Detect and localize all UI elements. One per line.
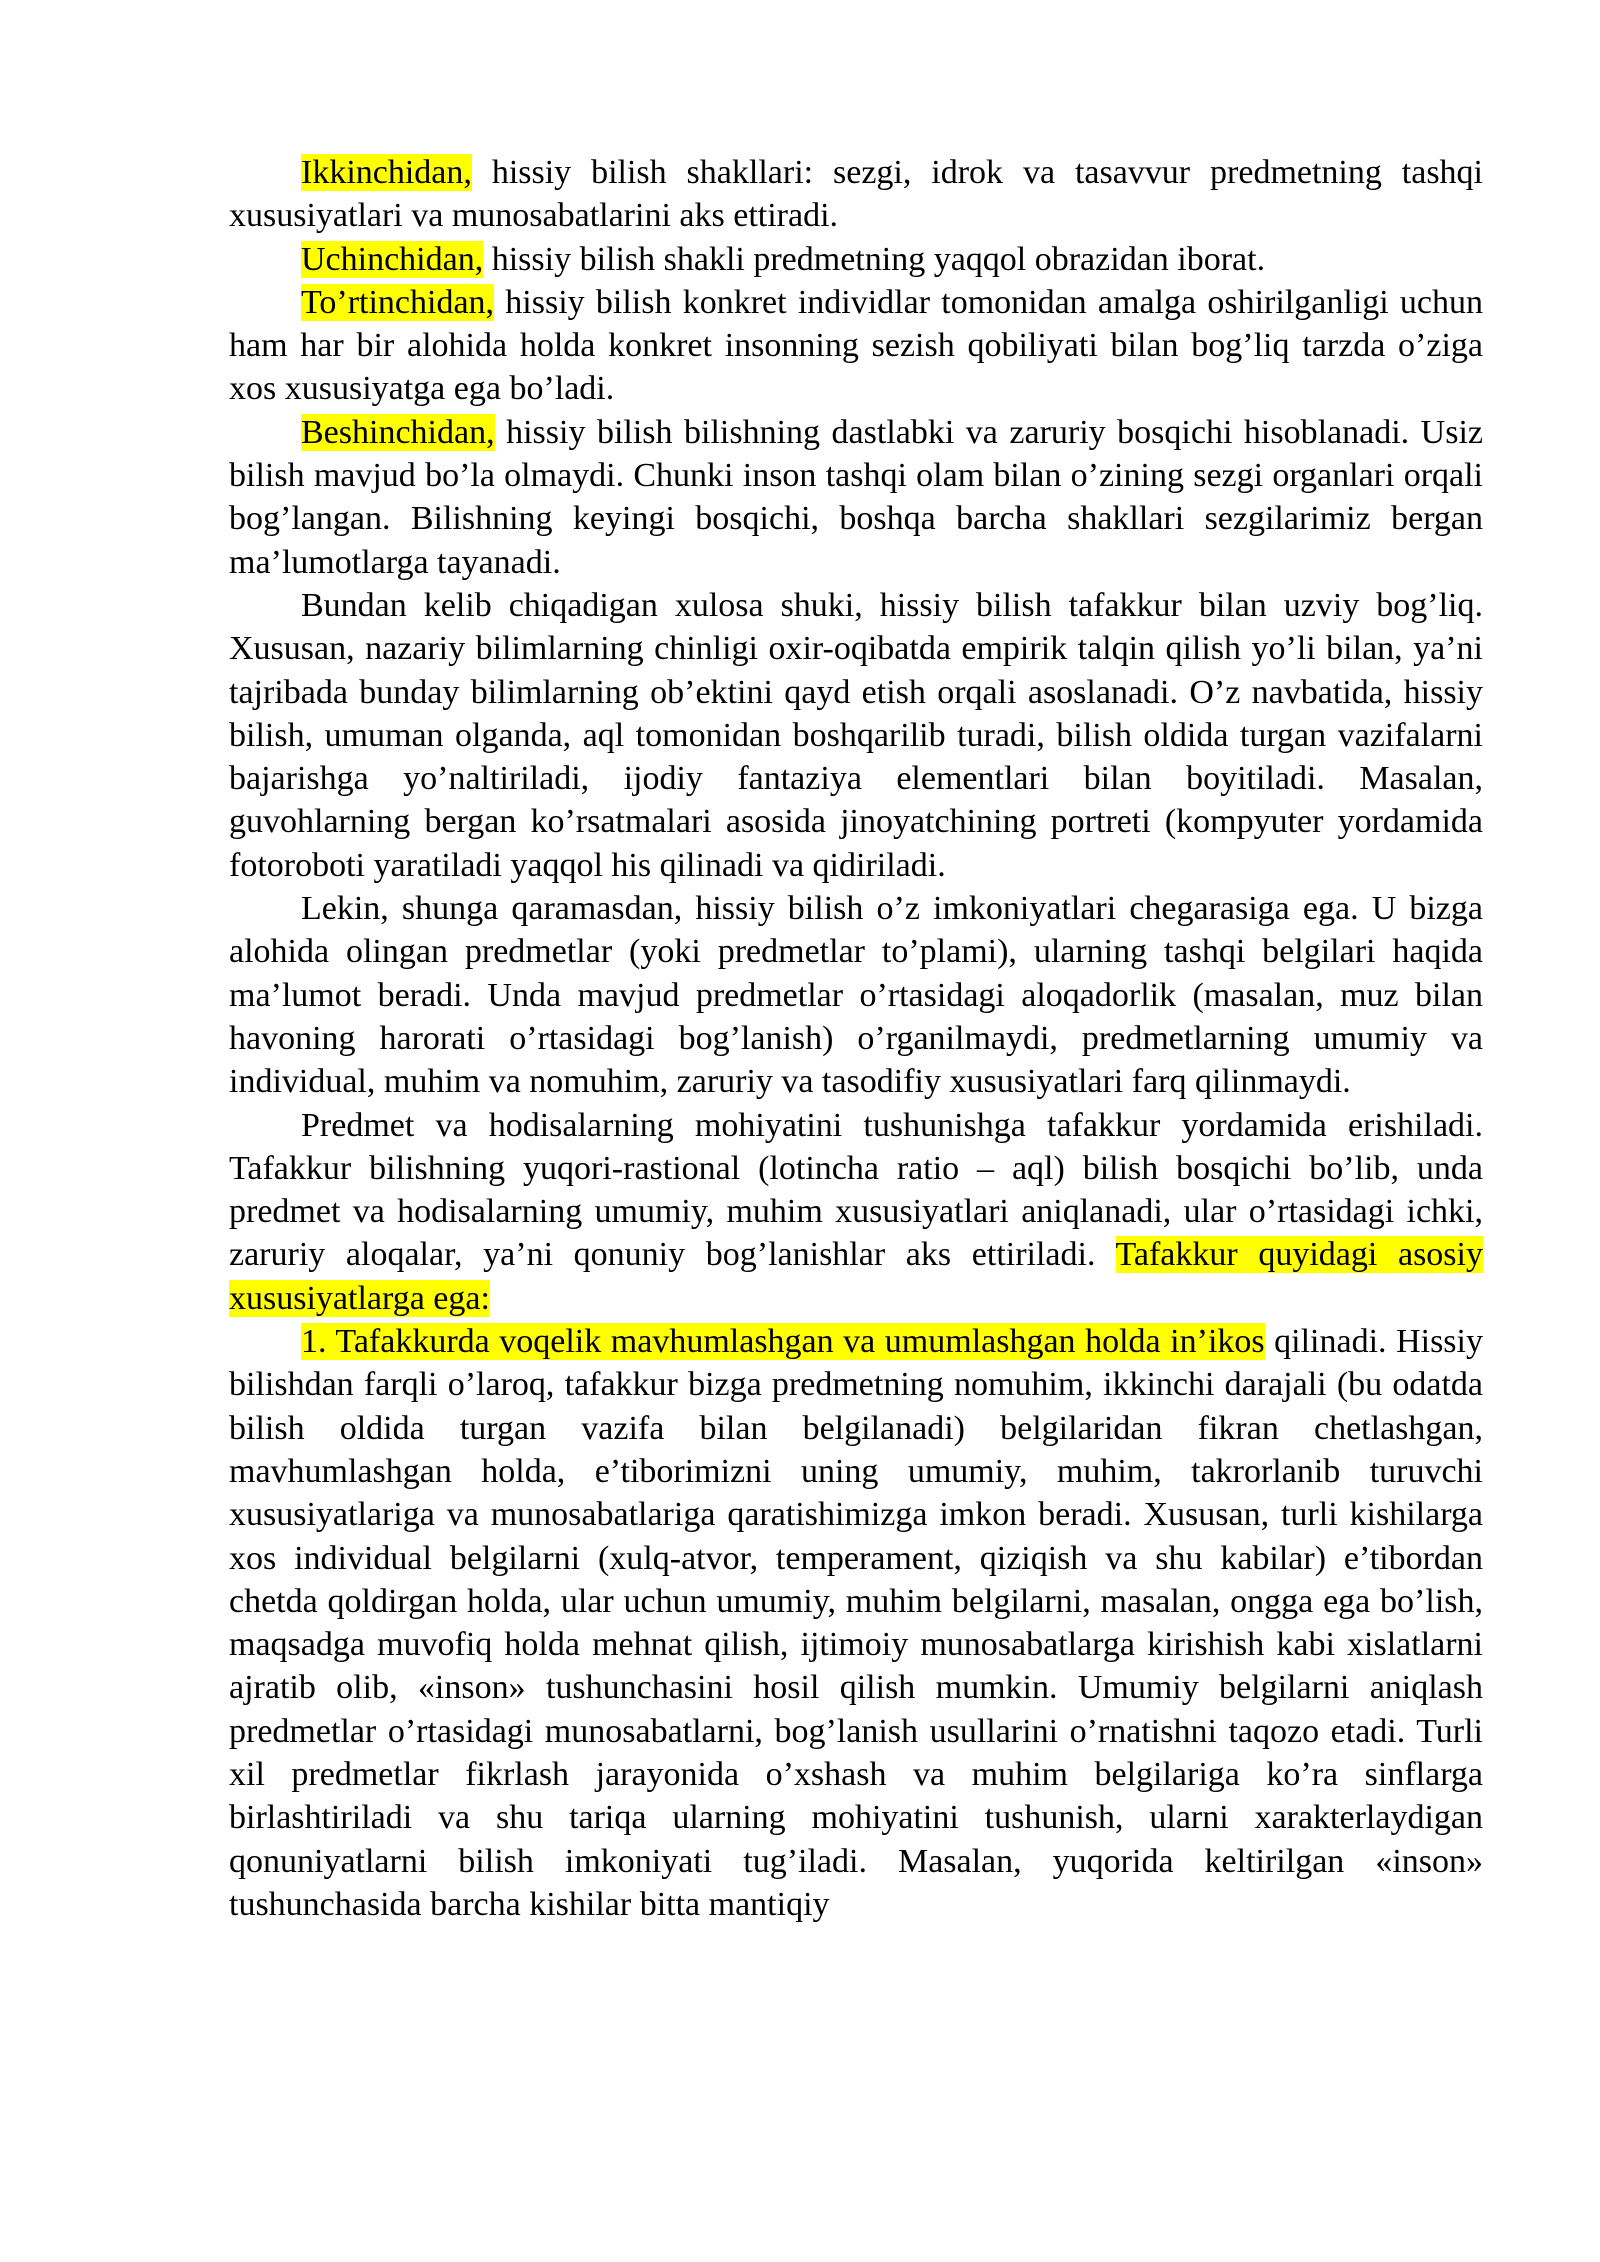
highlighted-lead: Ikkinchidan, — [301, 154, 472, 191]
paragraph-text: hissiy bilish shakli predmetning yaqqol obrazidan iborat. — [483, 240, 1266, 278]
paragraph-text: hissiy bilish shakllari: sezgi, idrok va tasavvur predmetning tashqi xususiyatlari va munosabatlarini aks ettiradi. — [229, 154, 1483, 235]
paragraph-text: Predmet va hodisalarning mohiyatini tushunishga tafakkur yordamida erishiladi. Tafakkur bilishning yuqori-rastional (lotincha ratio – aql) bilish bosqichi bo’lib, unda predmet va hodisalarning umumiy, muhim xususiyatlari aniqlanadi, ular o’rtasidagi ichki, zaruriy aloqalar, ya’ni qonuniy bog’lanishlar aks ettiriladi. — [229, 1106, 1483, 1274]
highlighted-tail: Tafakkur quyidagi asosiy xususiyatlarga ega: — [229, 1236, 1483, 1317]
paragraph-point-1 — [229, 1320, 1483, 1926]
paragraph-text: qilinadi. Hissiy bilishdan farqli o’laroq, tafakkur bizga predmetning nomuhim, ikkinchi darajali (bu odatda bilish oldida turgan vazifa bilan belgilanadi) belgilaridan fikran chetlashgan, mavhumlashgan holda, e’tiborimizni uning umumiy, muhim, takrorlanib turuvchi xususiyatlariga va munosabatlariga qaratishimizga imkon beradi. Xususan, turli kishilarga xos individual belgilarni (xulq-atvor, temperament, qiziqish va shu kabilar) e’tibordan chetda qoldirgan holda, ular uchun umumiy, muhim belgilarni, masalan, ongga ega bo’lish, maqsadga muvofiq holda mehnat qilish, ijtimoiy munosabatlarga kirishish kabi xislatlarni ajratib olib, «inson» tushunchasini hosil qilish mumkin. Umumiy belgilarni aniqlash predmetlar o’rtasidagi munosabatlarni, bog’lanish usullarini o’rnatishni taqozo etadi. Turli xil predmetlar fikrlash jarayonida o’xshash va muhim belgilariga ko’ra sinflarga birlashtiriladi va shu tariqa ularning mohiyatini tushunish, ularni xarakterlaydigan qonuniyatlarni bilish imkoniyati tug’iladi. Masalan, yuqorida keltirilgan «inson» tushunchasida barcha kishilar bitta mantiqiy — [229, 1323, 1483, 1923]
paragraph-uchinchidan — [229, 238, 1483, 281]
highlighted-lead: To’rtinchidan, — [301, 283, 495, 321]
highlighted-lead: Uchinchidan, — [301, 240, 484, 278]
paragraph-ikkinchidan — [229, 151, 1483, 238]
paragraph-lekin: Lekin, shunga qaramasdan, hissiy bilish o’z imkoniyatlari chegarasiga ega. U bizga alohida olingan predmetlar (yoki predmetlar to’plami), ularning tashqi belgilari haqida ma’lumot beradi. Unda mavjud predmetlar o’rtasidagi aloqadorlik (masalan, muz bilan havoning harorati o’rtasidagi bog’lanish) o’rganilmaydi, predmetlarning umumiy va individual, muhim va nomuhim, zaruriy va tasodifiy xususiyatlari farq qilinmaydi. — [229, 890, 1483, 1101]
paragraph-text: hissiy bilish konkret individlar tomonidan amalga oshirilganligi uchun ham har bir alohida holda konkret insonning sezish qobiliyati bilan bog’liq tarzda o’ziga xos xususiyatga ega bo’ladi. — [229, 283, 1483, 408]
document-page — [229, 151, 1483, 1926]
highlighted-lead: 1. Tafakkurda voqelik mavhumlashgan va umumlashgan holda in’ikos — [301, 1323, 1265, 1361]
paragraph-predmet — [229, 1104, 1483, 1320]
highlighted-lead: Beshinchidan, — [301, 413, 495, 451]
paragraph-beshinchidan — [229, 411, 1483, 584]
paragraph-text: hissiy bilish bilishning dastlabki va zaruriy bosqichi hisoblanadi. Usiz bilish mavjud bo’la olmaydi. Chunki inson tashqi olam bilan o’zining sezgi organlari orqali bog’langan. Bilishning keyingi bosqichi, boshqa barcha shakllari sezgilarimiz bergan ma’lumotlarga tayanadi. — [229, 413, 1483, 581]
paragraph-tortinchidan — [229, 281, 1483, 411]
paragraph-bundan: Bundan kelib chiqadigan xulosa shuki, hissiy bilish tafakkur bilan uzviy bog’liq. Xususan, nazariy bilimlarning chinligi oxir-oqibatda empirik talqin qilish yo’li bilan, ya’ni tajribada bunday bilimlarning ob’ektini qayd etish orqali asoslanadi. O’z navbatida, hissiy bilish, umuman olganda, aql tomonidan boshqarilib turadi, bilish oldida turgan vazifalarni bajarishga yo’naltiriladi, ijodiy fantaziya elementlari bilan boyitiladi. Masalan, guvohlarning bergan ko’rsatmalari asosida jinoyatchining portreti (kompyuter yordamida fotoroboti yaratiladi yaqqol his qilinadi va qidiriladi. — [229, 586, 1483, 884]
